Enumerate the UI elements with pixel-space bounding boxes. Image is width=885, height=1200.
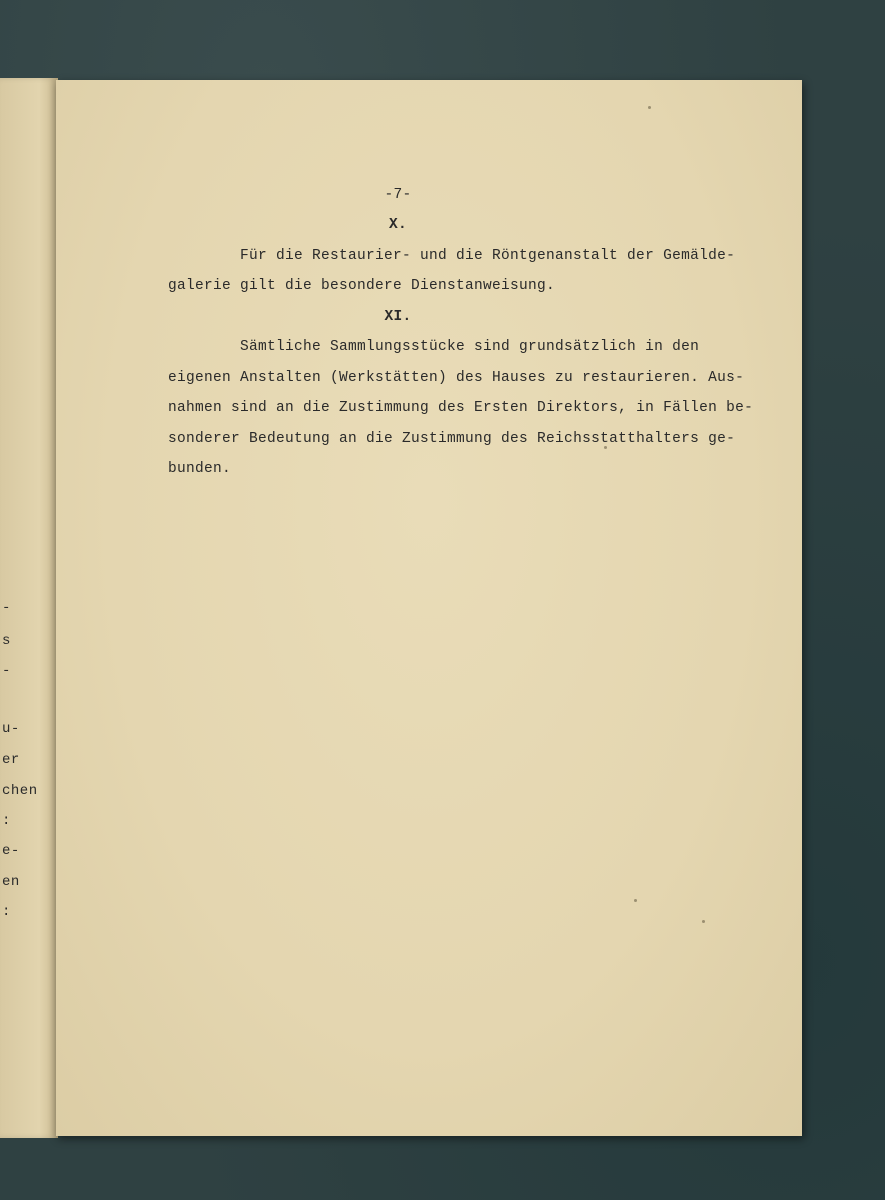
typewritten-page [56,80,802,1136]
left-page-fragment: s [2,633,11,649]
paper-speck [634,899,637,902]
paper-speck [648,106,651,109]
left-page-fragment: e- [2,843,20,859]
left-page-fragment: : [2,904,11,920]
paragraph-line: Für die Restaurier- und die Röntgenanstalt der Gemälde- [240,247,736,264]
paragraph-line: eigenen Anstalten (Werkstätten) des Hauses zu restaurieren. Aus- [168,369,745,386]
left-page-fragment: u- [2,721,20,737]
left-page-fragment: en [2,874,20,890]
paragraph-line: Sämtliche Sammlungsstücke sind grundsätzlich in den [240,339,700,355]
paper-speck [702,920,705,923]
document-body [168,180,768,485]
left-page-edge [0,78,58,1138]
page-number: -7- [384,187,412,203]
paragraph-line: nahmen sind an die Zustimmung des Ersten Direktors, in Fällen be- [168,400,754,416]
section-heading-xi: XI. [384,308,412,325]
left-page-fragment: - [2,663,11,679]
left-page-fragment: er [2,752,20,768]
paragraph-line: galerie gilt die besondere Dienstanweisung. [168,278,556,294]
paragraph-line: bunden. [168,461,232,477]
paragraph-line: sonderer Bedeutung an die Zustimmung des Reichsstatthalters ge- [168,430,736,447]
left-page-fragment: - [2,600,11,616]
section-heading-x: X. [388,217,407,233]
left-page-fragment: chen [2,783,38,799]
left-page-fragment: : [2,813,11,829]
